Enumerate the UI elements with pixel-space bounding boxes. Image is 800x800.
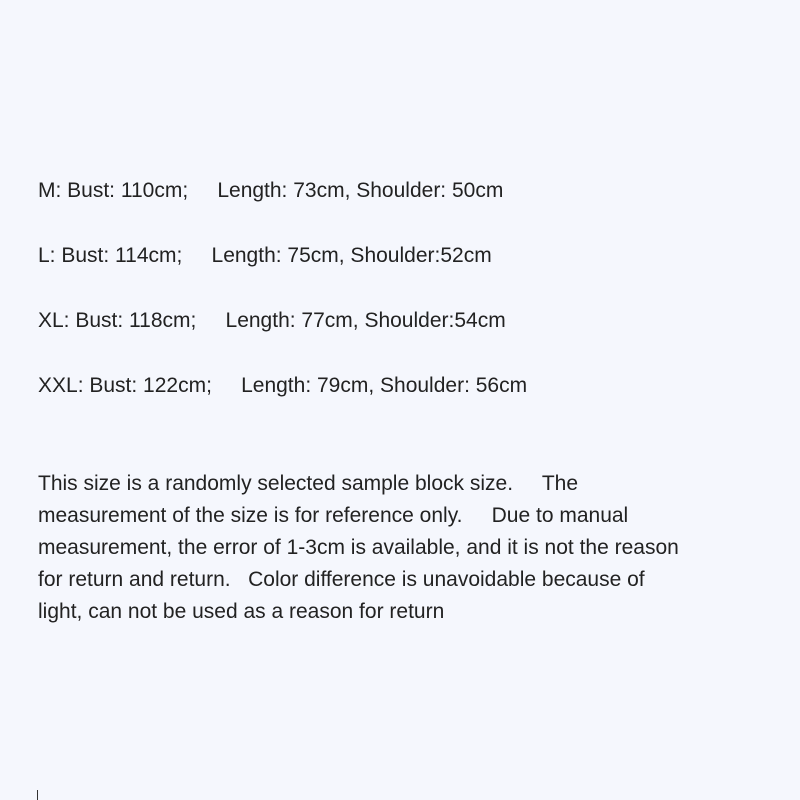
size-line-m: M: Bust: 110cm; Length: 73cm, Shoulder: 50cm — [38, 179, 504, 202]
note-line: This size is a randomly selected sample block size. The — [38, 472, 579, 495]
text-cursor — [37, 790, 38, 800]
note-line: measurement of the size is for reference only. Due to manual — [38, 504, 629, 527]
size-line-l: L: Bust: 114cm; Length: 75cm, Shoulder:52cm — [38, 244, 492, 267]
size-disclaimer-note — [38, 468, 778, 628]
note-line: measurement, the error of 1-3cm is available, and it is not the reason — [38, 536, 679, 559]
size-line-xxl: XXL: Bust: 122cm; Length: 79cm, Shoulder: 56cm — [38, 374, 528, 397]
note-line: for return and return. Color difference is unavoidable because of — [38, 568, 645, 591]
size-list — [38, 176, 527, 436]
note-line: light, can not be used as a reason for return — [38, 600, 445, 623]
size-line-xl: XL: Bust: 118cm; Length: 77cm, Shoulder:54cm — [38, 309, 506, 332]
